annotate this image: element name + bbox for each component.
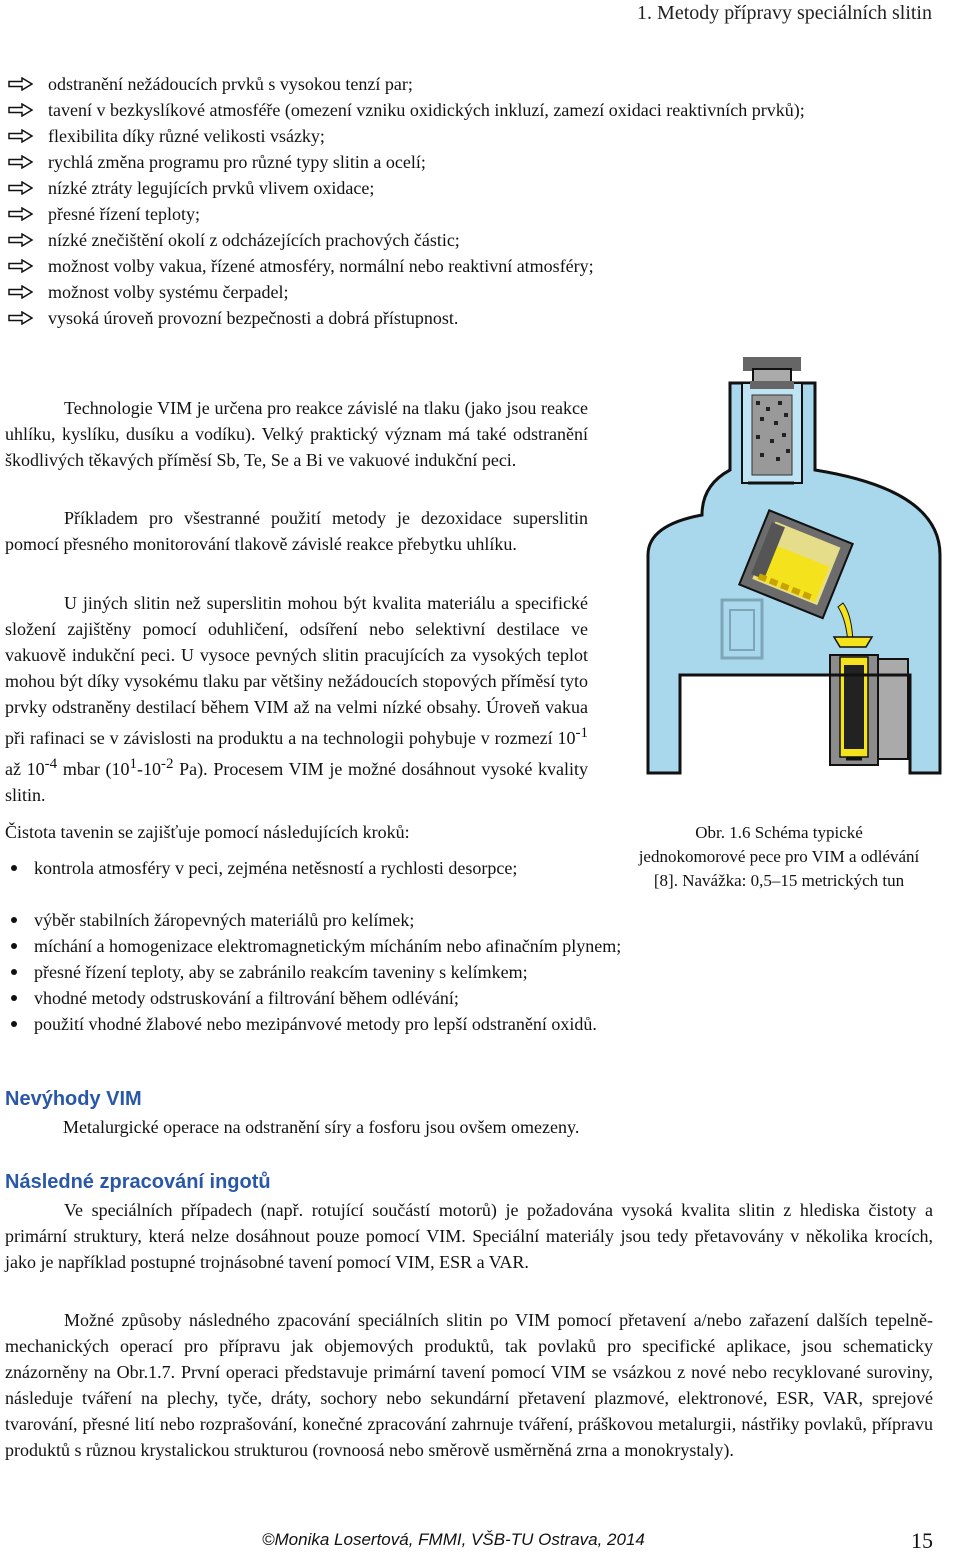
paragraph-vim-pressure: Technologie VIM je určena pro reakce závislé na tlaku (jako jsou reakce uhlíku, kyslíku, dusíku a vodíku). Velký praktický význam má také odstranění škodlivých těkavých příměsí Sb, Te, Se a Bi ve vakuové indukční peci.	[5, 398, 588, 470]
list-item	[8, 97, 958, 123]
list-item	[8, 227, 958, 253]
list-item	[8, 123, 958, 149]
list-item: míchání a homogenizace elektromagnetickým mícháním nebo afinačním plynem;	[5, 933, 905, 959]
vim-furnace-diagram	[640, 355, 958, 815]
arrow-right-icon	[8, 181, 34, 195]
list-item: kontrola atmosféry v peci, zejména netěsností a rychlosti desorpce;	[5, 855, 550, 881]
list-item-text: přesné řízení teploty;	[48, 204, 200, 224]
arrow-right-icon	[8, 207, 34, 221]
list-item-text: možnost volby vakua, řízené atmosféry, normální nebo reaktivní atmosféry;	[48, 256, 594, 276]
list-item: přesné řízení teploty, aby se zabránilo reakcím taveniny s kelímkem;	[5, 959, 905, 985]
list-item	[8, 175, 958, 201]
list-item-text: odstranění nežádoucích prvků s vysokou tenzí par;	[48, 74, 413, 94]
list-item-text: nízké ztráty legujících prvků vlivem oxidace;	[48, 178, 375, 198]
list-item	[8, 253, 958, 279]
list-item-text: tavení v bezkyslíkové atmosféře (omezení vzniku oxidických inkluzí, zamezí oxidaci reaktivních prvků);	[48, 100, 805, 120]
arrow-right-icon	[8, 103, 34, 117]
disadvantages-text: Metalurgické operace na odstranění síry a fosforu jsou ovšem omezeny.	[63, 1117, 580, 1137]
steps-intro: Čistota tavenin se zajišťuje pomocí následujících kroků:	[5, 822, 410, 842]
running-header: 1. Metody přípravy speciálních slitin	[637, 2, 932, 24]
paragraph-ingots-2: Možné způsoby následného zpacování speciálních slitin po VIM pomocí přetavení a/nebo zařazení dalších tepelně-mechanických operací pro přípravu jak objemových produktů, tak povlaků pro specifické aplikace, jsou schematicky znázorněny na Obr.1.7. První operaci představuje primární tavení pomocí VIM se vsázkou z nové nebo recyklované suroviny, následuje tváření na plechy, tyče, dráty, sochory nebo sekundární přetavení plazmové, elektronové, ESR, VAR, sprejové tvarování, přesné lití nebo rozprašování, konečné zpracování zahrnuje tváření, práškovou metalurgii, nástřiky povlaků, přípravu produktů s různou krystalickou strukturou (rovnoosá nebo směrově usměrněná zrna a monokrystaly).	[5, 1310, 933, 1460]
page-number: 15	[911, 1528, 933, 1553]
list-item: výběr stabilních žáropevných materiálů pro kelímek;	[5, 907, 905, 933]
arrow-right-icon	[8, 285, 34, 299]
list-item-text: flexibilita díky různé velikosti vsázky;	[48, 126, 325, 146]
steps-list	[5, 855, 550, 881]
arrow-right-icon	[8, 77, 34, 91]
list-item-text: nízké znečištění okolí z odcházejících prachových částic;	[48, 230, 460, 250]
arrow-right-icon	[8, 259, 34, 273]
paragraph-ingots-1: Ve speciálních případech (např. rotující součástí motorů) je požadována vysoká kvalita slitin z hlediska čistoty a primární struktury, která nelze dosáhnout pouze pomocí VIM. Speciální materiály jsou tedy přetavovány v několika krocích, jako je například postupné trojnásobné tavení pomocí VIM, ESR a VAR.	[5, 1200, 933, 1272]
arrow-right-icon	[8, 311, 34, 325]
list-item: použití vhodné žlabové nebo mezipánvové metody pro lepší odstranění oxidů.	[5, 1011, 905, 1037]
arrow-right-icon	[8, 233, 34, 247]
list-item: vhodné metody odstruskování a filtrování během odlévání;	[5, 985, 905, 1011]
list-item	[8, 149, 958, 175]
section-title-ingots: Následné zpracování ingotů	[5, 1171, 271, 1193]
paragraph-refining: U jiných slitin než superslitin mohou být kvalita materiálu a specifické složení zajištěny pomocí oduhličení, odsíření nebo selektivní destilace ve vakuově indukční peci. U vysoce pevných slitin pracujících za vysokých teplot mohou být díky vysokému tlaku par většiny nežádoucích stopových příměsí tyto prvky odstraněny destilací během VIM až na velmi nízké obsahy. Úroveň vakua při rafinaci se v závislosti na produktu a na technologii pohybuje v rozmezí $10^{-1}$ až $10^{-4}$ mbar ($10^1-10^{-2}$ Pa). Procesem VIM je možné dosáhnout vysoké kvality slitin.	[5, 593, 588, 805]
list-item	[8, 279, 958, 305]
list-item	[8, 71, 958, 97]
list-item	[8, 201, 958, 227]
advantages-list	[8, 71, 958, 331]
section-title-disadvantages: Nevýhody VIM	[5, 1088, 142, 1110]
arrow-right-icon	[8, 129, 34, 143]
list-item-text: vysoká úroveň provozní bezpečnosti a dobrá přístupnost.	[48, 308, 459, 328]
list-item-text: rychlá změna programu pro různé typy slitin a ocelí;	[48, 152, 426, 172]
footer-copyright: ©Monika Losertová, FMMI, VŠB-TU Ostrava, 2014	[262, 1530, 645, 1549]
figure-caption: Obr. 1.6 Schéma typické jednokomorové pece pro VIM a odlévání [8]. Navážka: 0,5–15 metrických tun	[638, 823, 920, 890]
paragraph-deoxidation: Příkladem pro všestranné použití metody je dezoxidace superslitin pomocí přesného monitorování tlakově závislé reakce přebytku uhlíku.	[5, 508, 588, 554]
steps-list-continued	[5, 907, 905, 1037]
list-item	[8, 305, 958, 331]
arrow-right-icon	[8, 155, 34, 169]
list-item-text: možnost volby systému čerpadel;	[48, 282, 289, 302]
